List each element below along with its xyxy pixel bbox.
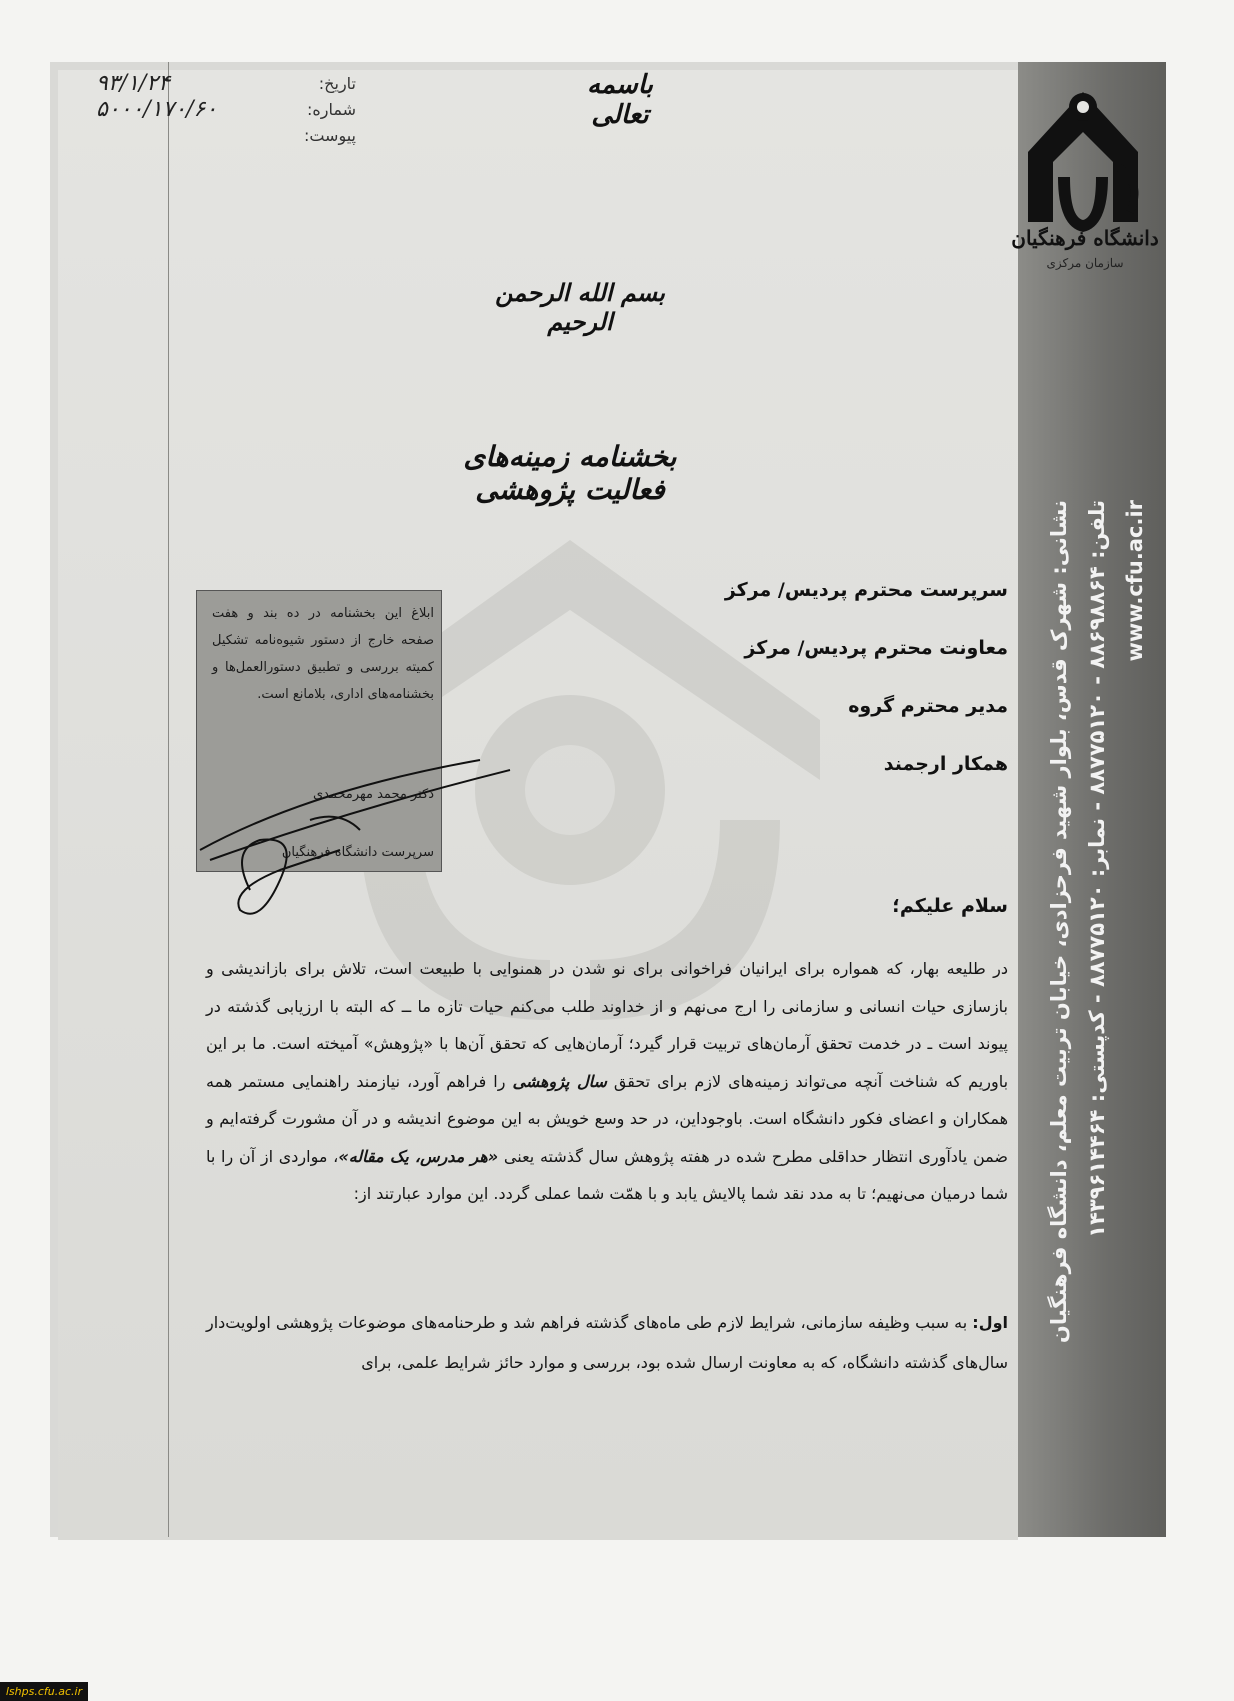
recipient-item: سرپرست محترم پردیس/ مرکز bbox=[724, 579, 1008, 601]
letter-meta bbox=[96, 70, 356, 148]
body-paragraph: در طلیعه بهار، که همواره برای ایرانیان فراخوانی برای نو شدن در همنوایی با طبیعت است، تلاش برای بازاندیشی و بازسازی حیات انسانی و سازمانی را ارج می‌نهم و از خداوند طلب می‌کنم حیات تازه ما ــ که البته با ارزیابی گذشته در پیوند است ـ در خدمت تحقق آرمان‌های تربیت قرار گیرد؛ آرمان‌هایی که تحقق آن‌ها با «پژوهش» آمیخته است. ما بر این باوریم که شناخت آنچه می‌تواند زمینه‌های لازم برای تحقق bbox=[206, 959, 1009, 1091]
recipients-list bbox=[700, 575, 1008, 807]
body-paragraph-ending: ، مواردی از آن را با شما درمیان می‌نهیم؛ تا به مدد نقد شما پالایش یابد و با همّت شما عملی گردد. این موارد عبارتند از: bbox=[206, 1146, 1008, 1203]
recipient-item: مدیر محترم گروه bbox=[848, 695, 1008, 717]
highlight-research-year: سال پژوهشی bbox=[512, 1071, 607, 1091]
item-label: اول: bbox=[972, 1313, 1009, 1332]
body-paragraph-continued: را فراهم آورد، نیازمند راهنمایی مستمر همه همکاران و اعضای فکور دانشگاه است. باوجوداین، در حد وسع خویش به این موضوع اندیشه و در آن مشورت گرفته‌ایم و ضمن یادآوری انتظار حداقلی مطرح شده در هفته پژوهش سال گذشته یعنی bbox=[206, 1071, 1009, 1166]
source-tag: lshps.cfu.ac.ir bbox=[0, 1682, 88, 1701]
stamp-signer-role: سرپرست دانشگاه فرهنگیان bbox=[281, 845, 434, 860]
letterhead-contact-info bbox=[1040, 500, 1154, 1344]
recipient-item: معاونت محترم پردیس/ مرکز bbox=[744, 637, 1008, 659]
stamp-text: ابلاغ این بخشنامه در ده بند و هفت صفحه خارج از دستور شیوه‌نامه تشکیل کمیته بررسی و تطبیق دستورالعمل‌ها و بخشنامه‌های اداری، بلامانع است. bbox=[212, 606, 434, 702]
date-label: تاریخ: bbox=[318, 73, 356, 93]
organization-name: دانشگاه فرهنگیان bbox=[1011, 226, 1159, 250]
fold-line bbox=[168, 62, 169, 1537]
date-value: ۹۳/۱/۲۴ bbox=[96, 70, 170, 96]
address-line: نشانی: شهرک قدس، بلوار شهید فرحزادی، خیابان تربیت معلم، دانشگاه فرهنگیان bbox=[1047, 500, 1071, 1344]
letter-item-first bbox=[206, 1303, 1008, 1383]
recipient-item: همکار ارجمند bbox=[883, 753, 1008, 775]
basmala: بسم الله الرحمن الرحیم bbox=[495, 278, 665, 336]
organization-subtitle: سازمان مرکزی bbox=[1046, 256, 1124, 270]
number-row bbox=[96, 96, 356, 122]
number-value: ۵۰۰۰/۱۷۰/۶۰ bbox=[96, 96, 218, 122]
heading-bismihi: باسمه تعالی bbox=[587, 70, 653, 130]
handwritten-signature bbox=[190, 750, 520, 930]
date-row bbox=[96, 70, 356, 96]
item-text: به سبب وظیفه سازمانی، شرایط لازم طی ماه‌های گذشته فراهم شد و طرحنامه‌های موضوعات پژوهشی اولویت‌دار سال‌های گذشته دانشگاه، که به معاونت ارسال شده بود، بررسی و موارد حائز شرایط علمی، برای bbox=[206, 1313, 1008, 1372]
attachment-label: پیوست: bbox=[303, 125, 356, 145]
salutation: سلام علیکم؛ bbox=[892, 895, 1008, 917]
letter-body bbox=[206, 950, 1008, 1213]
website-link: www.cfu.ac.ir bbox=[1123, 500, 1147, 662]
phone-line: تلفن: ۸۸۶۹۸۸۶۴ - ۸۸۷۷۵۱۲۰ - نمابر: ۸۸۷۷۵۱۲۰ - کدپستی: ۱۴۳۹۶۱۴۴۶۴ bbox=[1085, 500, 1109, 1238]
letter-title: بخشنامه زمینه‌های فعالیت پژوهشی bbox=[463, 440, 677, 506]
attachment-row bbox=[96, 122, 356, 148]
number-label: شماره: bbox=[306, 99, 356, 119]
highlight-one-teacher-one-article: «هر مدرس، یک مقاله» bbox=[338, 1146, 499, 1166]
stamp-signer-name: دکتر محمد مهرمحمدی bbox=[312, 787, 434, 802]
